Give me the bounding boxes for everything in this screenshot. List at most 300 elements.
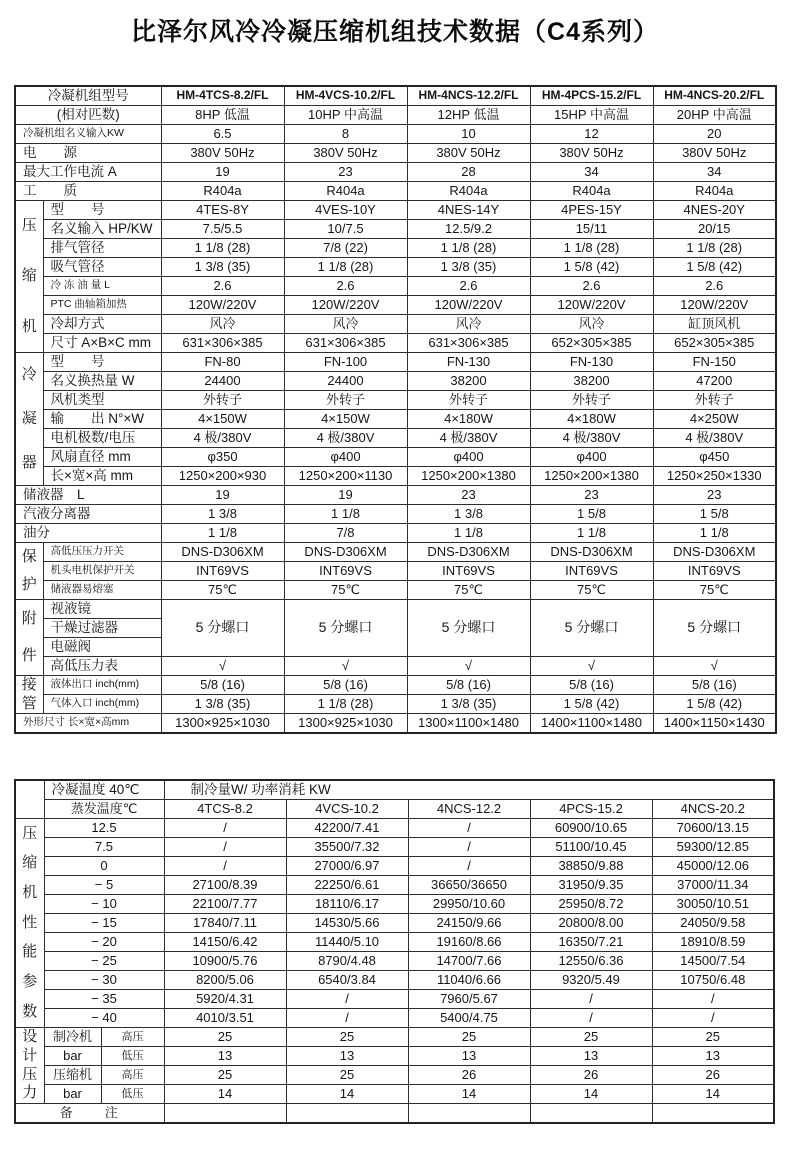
value-cell: 1 1/8 (28) <box>530 239 653 258</box>
value-cell: 30050/10.51 <box>652 895 774 914</box>
value-cell: 2.6 <box>530 277 653 296</box>
value-cell: 4×180W <box>407 410 530 429</box>
value-cell: HM-4NCS-12.2/FL <box>407 86 530 106</box>
value-cell: 1 5/8 (42) <box>653 695 776 714</box>
value-cell: HM-4PCS-15.2/FL <box>530 86 653 106</box>
vertical-group-text: 接 管 <box>21 676 37 712</box>
value-cell: 7.5/5.5 <box>161 220 284 239</box>
table-row <box>15 125 776 144</box>
row-label: 吸气管径 <box>43 258 161 277</box>
evap-temp-cell: − 15 <box>44 914 164 933</box>
value-cell: 35500/7.32 <box>286 838 408 857</box>
model-header-cell: 4PCS-15.2 <box>530 800 652 819</box>
row-label: 外形尺寸 长×宽×高mm <box>15 714 161 734</box>
value-cell: 4NES-14Y <box>407 201 530 220</box>
value-cell: 1250×200×1130 <box>284 467 407 486</box>
value-cell: 1 1/8 <box>407 524 530 543</box>
value-cell: FN-150 <box>653 353 776 372</box>
row-label: 工 质 <box>15 182 161 201</box>
evap-temp-cell: − 35 <box>44 990 164 1009</box>
value-cell: 12550/6.36 <box>530 952 652 971</box>
value-cell: R404a <box>530 182 653 201</box>
value-cell: 4×150W <box>284 410 407 429</box>
value-cell: 2.6 <box>407 277 530 296</box>
table-row <box>15 86 776 106</box>
value-cell: 18910/8.59 <box>652 933 774 952</box>
row-label: 长×宽×高 mm <box>43 467 161 486</box>
value-cell: 5400/4.75 <box>408 1009 530 1028</box>
value-cell: 风冷 <box>161 315 284 334</box>
value-cell: 36650/36650 <box>408 876 530 895</box>
vertical-group-text: 冷 凝 器 <box>21 365 37 471</box>
value-cell: 380V 50Hz <box>284 144 407 163</box>
value-cell: φ400 <box>284 448 407 467</box>
value-cell: R404a <box>407 182 530 201</box>
table-row <box>15 895 774 914</box>
table-row <box>15 800 774 819</box>
value-cell: 38200 <box>407 372 530 391</box>
value-cell: INT69VS <box>161 562 284 581</box>
table-row <box>15 1047 774 1066</box>
value-cell: 24400 <box>284 372 407 391</box>
row-label: 电机极数/电压 <box>43 429 161 448</box>
remark-value-cell <box>408 1104 530 1124</box>
row-label: 风机类型 <box>43 391 161 410</box>
table-row <box>15 410 776 429</box>
value-cell: 1 3/8 (35) <box>161 258 284 277</box>
value-cell: 75℃ <box>161 581 284 600</box>
table-row <box>15 952 774 971</box>
value-cell: 25 <box>164 1066 286 1085</box>
value-cell: 13 <box>286 1047 408 1066</box>
value-cell: 75℃ <box>407 581 530 600</box>
group-label <box>15 201 43 353</box>
value-cell: φ350 <box>161 448 284 467</box>
table-row <box>15 780 774 800</box>
value-cell: 14 <box>652 1085 774 1104</box>
row-label: 气体入口 inch(mm) <box>43 695 161 714</box>
value-cell: / <box>286 990 408 1009</box>
table-row <box>15 990 774 1009</box>
value-cell: 2.6 <box>653 277 776 296</box>
value-cell: 1 5/8 (42) <box>530 258 653 277</box>
table-row <box>15 429 776 448</box>
value-cell: 10900/5.76 <box>164 952 286 971</box>
table-row <box>15 258 776 277</box>
pressure-row-label: bar <box>44 1047 101 1066</box>
value-cell: 25950/8.72 <box>530 895 652 914</box>
value-cell: 8 <box>284 125 407 144</box>
row-label: 冷 冻 油 量 L <box>43 277 161 296</box>
value-cell: 1 1/8 (28) <box>284 258 407 277</box>
value-cell: φ450 <box>653 448 776 467</box>
table-row <box>15 1066 774 1085</box>
value-cell: 380V 50Hz <box>530 144 653 163</box>
value-cell: 1 1/8 (28) <box>653 239 776 258</box>
value-cell: 31950/9.35 <box>530 876 652 895</box>
table-row <box>15 876 774 895</box>
value-cell: DNS-D306XM <box>530 543 653 562</box>
condensing-temp-label: 冷凝温度 40℃ <box>44 780 164 800</box>
value-cell: 25 <box>530 1028 652 1047</box>
value-cell: INT69VS <box>653 562 776 581</box>
table-row <box>15 657 776 676</box>
value-cell: 23 <box>284 163 407 182</box>
value-cell: 外转子 <box>161 391 284 410</box>
value-cell: √ <box>407 657 530 676</box>
table-row <box>15 676 776 695</box>
remark-value-cell <box>652 1104 774 1124</box>
value-cell: 1250×200×1380 <box>407 467 530 486</box>
value-cell: 1 1/8 (28) <box>407 239 530 258</box>
model-header-cell: 4TCS-8.2 <box>164 800 286 819</box>
value-cell: √ <box>530 657 653 676</box>
value-cell: 26 <box>530 1066 652 1085</box>
value-cell: 4×150W <box>161 410 284 429</box>
value-cell: 4 极/380V <box>407 429 530 448</box>
group-label <box>15 543 43 600</box>
value-cell: HM-4NCS-20.2/FL <box>653 86 776 106</box>
value-cell: 1 1/8 (28) <box>161 239 284 258</box>
remark-label: 备 注 <box>15 1104 164 1124</box>
value-cell: 6540/3.84 <box>286 971 408 990</box>
value-cell: 28 <box>407 163 530 182</box>
value-cell: INT69VS <box>407 562 530 581</box>
row-label: 液体出口 inch(mm) <box>43 676 161 695</box>
row-label: 高低压压力开关 <box>43 543 161 562</box>
value-cell: 26 <box>652 1066 774 1085</box>
row-label: 冷凝机组名义输入KW <box>15 125 161 144</box>
row-label: 排气管径 <box>43 239 161 258</box>
row-label: 尺寸 A×B×C mm <box>43 334 161 353</box>
value-cell: 风冷 <box>407 315 530 334</box>
value-cell: 10750/6.48 <box>652 971 774 990</box>
row-label: (相对匹数) <box>15 106 161 125</box>
value-cell: 5920/4.31 <box>164 990 286 1009</box>
value-cell: 5 分螺口 <box>284 600 407 657</box>
value-cell: 45000/12.06 <box>652 857 774 876</box>
value-cell: 19160/8.66 <box>408 933 530 952</box>
pressure-sub-label: 高压 <box>101 1066 164 1085</box>
value-cell: 1 1/8 <box>530 524 653 543</box>
group-label <box>15 1028 44 1104</box>
value-cell: 11440/5.10 <box>286 933 408 952</box>
value-cell: 1250×200×930 <box>161 467 284 486</box>
table-row <box>15 448 776 467</box>
value-cell: / <box>164 838 286 857</box>
row-label: 高低压力表 <box>43 657 161 676</box>
page-title: 比泽尔风冷冷凝压缩机组技术数据（C4系列） <box>131 18 659 46</box>
value-cell: DNS-D306XM <box>161 543 284 562</box>
row-label: 风扇直径 mm <box>43 448 161 467</box>
value-cell: / <box>530 990 652 1009</box>
value-cell: 5/8 (16) <box>284 676 407 695</box>
value-cell: 2.6 <box>161 277 284 296</box>
table-row <box>15 201 776 220</box>
table-row <box>15 819 774 838</box>
evap-temp-label: 蒸发温度℃ <box>44 800 164 819</box>
value-cell: DNS-D306XM <box>407 543 530 562</box>
value-cell: 24400 <box>161 372 284 391</box>
value-cell: 1400×1150×1430 <box>653 714 776 734</box>
table-row <box>15 714 776 734</box>
table-row <box>15 857 774 876</box>
table-row <box>15 353 776 372</box>
table-row <box>15 315 776 334</box>
table-row <box>15 505 776 524</box>
evap-temp-cell: − 5 <box>44 876 164 895</box>
row-label: 输 出 N°×W <box>43 410 161 429</box>
value-cell: 29950/10.60 <box>408 895 530 914</box>
value-cell: 风冷 <box>530 315 653 334</box>
row-label: 储液器易熔塞 <box>43 581 161 600</box>
value-cell: 13 <box>652 1047 774 1066</box>
value-cell: 25 <box>164 1028 286 1047</box>
remark-value-cell <box>164 1104 286 1124</box>
value-cell: 1 1/8 (28) <box>284 695 407 714</box>
vertical-group-text: 压 缩 机 <box>21 216 37 335</box>
table-row <box>15 933 774 952</box>
value-cell: 13 <box>164 1047 286 1066</box>
value-cell: FN-130 <box>407 353 530 372</box>
value-cell: φ400 <box>407 448 530 467</box>
value-cell: 4×250W <box>653 410 776 429</box>
value-cell: 4 极/380V <box>161 429 284 448</box>
table-row <box>15 543 776 562</box>
value-cell: 5/8 (16) <box>653 676 776 695</box>
value-cell: 1 3/8 <box>407 505 530 524</box>
value-cell: 34 <box>530 163 653 182</box>
value-cell: 20 <box>653 125 776 144</box>
value-cell: DNS-D306XM <box>653 543 776 562</box>
value-cell: 25 <box>652 1028 774 1047</box>
table-row <box>15 562 776 581</box>
value-cell: 27000/6.97 <box>286 857 408 876</box>
group-label <box>15 600 43 676</box>
value-cell: 37000/11.34 <box>652 876 774 895</box>
value-cell: INT69VS <box>530 562 653 581</box>
value-cell: 8HP 低温 <box>161 106 284 125</box>
value-cell: 5/8 (16) <box>530 676 653 695</box>
perf-table-body <box>15 780 774 1123</box>
table-row <box>15 296 776 315</box>
spec-table-body <box>15 86 776 733</box>
value-cell: 15/11 <box>530 220 653 239</box>
value-cell: 1300×1100×1480 <box>407 714 530 734</box>
corner-cell <box>15 780 44 819</box>
evap-temp-cell: 12.5 <box>44 819 164 838</box>
value-cell: 1 5/8 (42) <box>530 695 653 714</box>
value-cell: 1 5/8 (42) <box>653 258 776 277</box>
value-cell: / <box>530 1009 652 1028</box>
value-cell: 外转子 <box>407 391 530 410</box>
value-cell: 25 <box>286 1066 408 1085</box>
value-cell: 8790/4.48 <box>286 952 408 971</box>
table-row <box>15 220 776 239</box>
evap-temp-cell: 7.5 <box>44 838 164 857</box>
value-cell: 10/7.5 <box>284 220 407 239</box>
value-cell: 20800/8.00 <box>530 914 652 933</box>
capacity-power-header: 制冷量W/ 功率消耗 KW <box>164 780 774 800</box>
table-row <box>15 581 776 600</box>
value-cell: √ <box>653 657 776 676</box>
value-cell: 14700/7.66 <box>408 952 530 971</box>
value-cell: 4TES-8Y <box>161 201 284 220</box>
value-cell: 8200/5.06 <box>164 971 286 990</box>
table-row <box>15 106 776 125</box>
value-cell: 20/15 <box>653 220 776 239</box>
value-cell: 4 极/380V <box>530 429 653 448</box>
row-label: 名义输入 HP/KW <box>43 220 161 239</box>
value-cell: 51100/10.45 <box>530 838 652 857</box>
table-row <box>15 277 776 296</box>
value-cell: 缸顶风机 <box>653 315 776 334</box>
value-cell: 14 <box>164 1085 286 1104</box>
remark-value-cell <box>530 1104 652 1124</box>
value-cell: 9320/5.49 <box>530 971 652 990</box>
model-header-cell: 4NCS-20.2 <box>652 800 774 819</box>
value-cell: 1 3/8 <box>161 505 284 524</box>
value-cell: 26 <box>408 1066 530 1085</box>
evap-temp-cell: − 20 <box>44 933 164 952</box>
table-row <box>15 1009 774 1028</box>
value-cell: 75℃ <box>653 581 776 600</box>
value-cell: / <box>286 1009 408 1028</box>
value-cell: 4NES-20Y <box>653 201 776 220</box>
model-header-cell: 4VCS-10.2 <box>286 800 408 819</box>
value-cell: 652×305×385 <box>653 334 776 353</box>
value-cell: 风冷 <box>284 315 407 334</box>
row-label: 机头电机保护开关 <box>43 562 161 581</box>
value-cell: 11040/6.66 <box>408 971 530 990</box>
value-cell: 27100/8.39 <box>164 876 286 895</box>
value-cell: 7960/5.67 <box>408 990 530 1009</box>
pressure-row-label: 制冷机 <box>44 1028 101 1047</box>
row-label: 电磁阀 <box>43 638 161 657</box>
value-cell: 5/8 (16) <box>161 676 284 695</box>
value-cell: / <box>164 857 286 876</box>
value-cell: 1300×925×1030 <box>161 714 284 734</box>
value-cell: 1 1/8 <box>284 505 407 524</box>
value-cell: 42200/7.41 <box>286 819 408 838</box>
value-cell: 38850/9.88 <box>530 857 652 876</box>
value-cell: 12.5/9.2 <box>407 220 530 239</box>
value-cell: 19 <box>161 486 284 505</box>
row-label: 型 号 <box>43 353 161 372</box>
value-cell: 75℃ <box>284 581 407 600</box>
value-cell: 5 分螺口 <box>530 600 653 657</box>
table-row <box>15 163 776 182</box>
value-cell: R404a <box>653 182 776 201</box>
pressure-sub-label: 低压 <box>101 1047 164 1066</box>
table-row <box>15 239 776 258</box>
value-cell: 24050/9.58 <box>652 914 774 933</box>
value-cell: 631×306×385 <box>407 334 530 353</box>
value-cell: 10HP 中高温 <box>284 106 407 125</box>
remark-value-cell <box>286 1104 408 1124</box>
value-cell: 34 <box>653 163 776 182</box>
evap-temp-cell: − 10 <box>44 895 164 914</box>
value-cell: R404a <box>161 182 284 201</box>
row-label: 油分 <box>15 524 161 543</box>
vertical-group-text: 附 件 <box>21 609 37 664</box>
value-cell: 外转子 <box>530 391 653 410</box>
value-cell: 19 <box>284 486 407 505</box>
value-cell: 1250×250×1330 <box>653 467 776 486</box>
table-row <box>15 1104 774 1124</box>
value-cell: 120W/220V <box>161 296 284 315</box>
table-row <box>15 391 776 410</box>
value-cell: 17840/7.11 <box>164 914 286 933</box>
value-cell: 1 5/8 <box>530 505 653 524</box>
value-cell: 22100/7.77 <box>164 895 286 914</box>
value-cell: 1 1/8 <box>161 524 284 543</box>
value-cell: 4VES-10Y <box>284 201 407 220</box>
table-row <box>15 600 776 619</box>
group-label <box>15 819 44 1028</box>
value-cell: 59300/12.85 <box>652 838 774 857</box>
value-cell: 1300×925×1030 <box>284 714 407 734</box>
value-cell: 15HP 中高温 <box>530 106 653 125</box>
value-cell: 14530/5.66 <box>286 914 408 933</box>
row-label: 冷凝机组型号 <box>15 86 161 106</box>
evap-temp-cell: − 25 <box>44 952 164 971</box>
value-cell: 14500/7.54 <box>652 952 774 971</box>
value-cell: / <box>652 1009 774 1028</box>
table-row <box>15 1028 774 1047</box>
value-cell: 14 <box>408 1085 530 1104</box>
value-cell: 4 极/380V <box>653 429 776 448</box>
performance-table <box>14 779 775 1124</box>
table-row <box>15 467 776 486</box>
value-cell: 47200 <box>653 372 776 391</box>
value-cell: 外转子 <box>284 391 407 410</box>
value-cell: FN-80 <box>161 353 284 372</box>
evap-temp-cell: − 30 <box>44 971 164 990</box>
value-cell: 12 <box>530 125 653 144</box>
group-label <box>15 353 43 486</box>
value-cell: 4×180W <box>530 410 653 429</box>
value-cell: 1 5/8 <box>653 505 776 524</box>
value-cell: 22250/6.61 <box>286 876 408 895</box>
value-cell: / <box>164 819 286 838</box>
value-cell: 4PES-15Y <box>530 201 653 220</box>
value-cell: 1250×200×1380 <box>530 467 653 486</box>
group-label <box>15 676 43 714</box>
value-cell: DNS-D306XM <box>284 543 407 562</box>
table-row <box>15 182 776 201</box>
value-cell: 60900/10.65 <box>530 819 652 838</box>
value-cell: 1 3/8 (35) <box>407 258 530 277</box>
value-cell: 20HP 中高温 <box>653 106 776 125</box>
table-row <box>15 1085 774 1104</box>
value-cell: 120W/220V <box>284 296 407 315</box>
value-cell: 6.5 <box>161 125 284 144</box>
value-cell: 19 <box>161 163 284 182</box>
value-cell: 75℃ <box>530 581 653 600</box>
table-row <box>15 486 776 505</box>
value-cell: HM-4TCS-8.2/FL <box>161 86 284 106</box>
value-cell: √ <box>161 657 284 676</box>
value-cell: 652×305×385 <box>530 334 653 353</box>
table-row <box>15 838 774 857</box>
value-cell: √ <box>284 657 407 676</box>
value-cell: 25 <box>408 1028 530 1047</box>
value-cell: / <box>408 857 530 876</box>
value-cell: 24150/9.66 <box>408 914 530 933</box>
value-cell: 外转子 <box>653 391 776 410</box>
value-cell: 18110/6.17 <box>286 895 408 914</box>
